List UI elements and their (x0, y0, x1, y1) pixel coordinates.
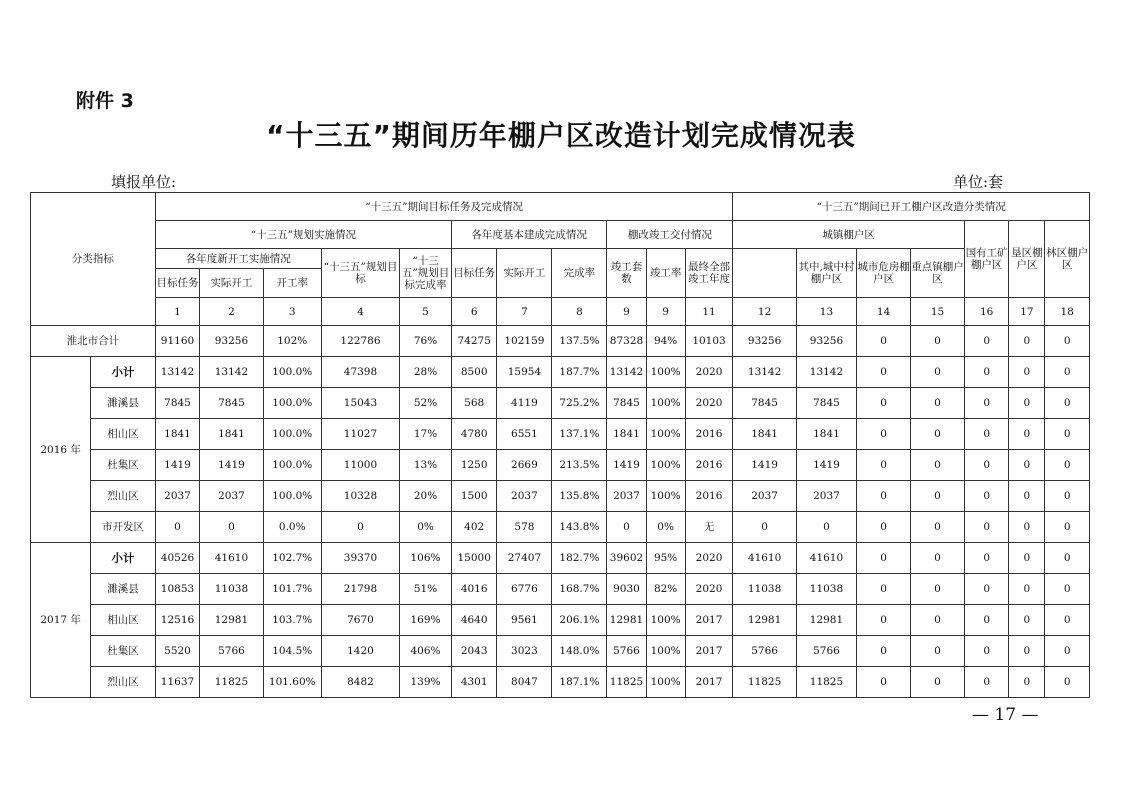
table-row (31, 450, 1090, 481)
table-cell: 8482 (321, 667, 399, 698)
table-cell: 10328 (321, 481, 399, 512)
table-cell: 87328 (607, 326, 646, 357)
attachment-label: 附件 3 (76, 90, 134, 112)
table-cell: 93256 (733, 326, 796, 357)
table-cell: 2016 (685, 450, 733, 481)
table-cell: 213.5% (552, 450, 607, 481)
column-number: 9 (607, 298, 646, 326)
table-cell: 0 (200, 512, 263, 543)
table-row (31, 605, 1090, 636)
column-number: 5 (400, 298, 452, 326)
table-cell: 11038 (733, 574, 796, 605)
table-cell: 2017 (685, 605, 733, 636)
table-cell: 100% (646, 667, 685, 698)
table-cell: 0 (857, 667, 911, 698)
table-cell: 无 (685, 512, 733, 543)
table-cell: 0 (964, 388, 1008, 419)
row-label: 烈山区 (91, 667, 156, 698)
row-label: 濉溪县 (91, 388, 156, 419)
table-cell: 102.7% (263, 543, 321, 574)
table-cell: 0 (964, 574, 1008, 605)
table-row (31, 388, 1090, 419)
table-cell: 0 (321, 512, 399, 543)
table-cell: 0 (857, 388, 911, 419)
header-group-a: “十三五”期间目标任务及完成情况 (155, 193, 733, 221)
table-cell: 13142 (607, 357, 646, 388)
table-cell: 0 (964, 636, 1008, 667)
table-cell: 0 (911, 636, 965, 667)
table-cell: 0 (1045, 419, 1090, 450)
fill-unit-label: 填报单位: (111, 173, 177, 191)
table-cell: 94% (646, 326, 685, 357)
table-cell: 9030 (607, 574, 646, 605)
table-cell: 1841 (155, 419, 199, 450)
table-cell: 74275 (451, 326, 496, 357)
header-start-rate: 开工率 (263, 269, 321, 298)
table-cell: 93256 (200, 326, 263, 357)
table-cell: 0 (964, 481, 1008, 512)
header-reclaim: 垦区棚户区 (1009, 221, 1045, 298)
table-cell: 0 (911, 326, 965, 357)
table-cell: 0 (1045, 512, 1090, 543)
table-cell: 0 (1009, 419, 1045, 450)
column-number: 7 (497, 298, 552, 326)
table-cell: 2669 (497, 450, 552, 481)
table-cell: 2017 (685, 667, 733, 698)
table-cell: 0 (964, 543, 1008, 574)
table-cell: 0 (911, 605, 965, 636)
table-cell: 0 (857, 481, 911, 512)
table-cell: 2037 (200, 481, 263, 512)
header-forest: 林区棚户区 (1045, 221, 1090, 298)
table-cell: 3023 (497, 636, 552, 667)
table-cell: 10103 (685, 326, 733, 357)
column-number: 6 (451, 298, 496, 326)
table-cell: 12516 (155, 605, 199, 636)
table-cell: 0 (1045, 543, 1090, 574)
table-cell: 0% (400, 512, 452, 543)
header-complete-rate: 完成率 (552, 249, 607, 298)
table-row (31, 667, 1090, 698)
table-cell: 5520 (155, 636, 199, 667)
header-plan-rate: “十三五”规划目标完成率 (400, 249, 452, 298)
table-cell: 402 (451, 512, 496, 543)
table-cell: 7845 (733, 388, 796, 419)
table-cell: 13142 (796, 357, 856, 388)
table-cell: 1419 (200, 450, 263, 481)
table-cell: 2016 (685, 481, 733, 512)
table-cell: 27407 (497, 543, 552, 574)
table-cell: 82% (646, 574, 685, 605)
unit-label: 单位:套 (953, 173, 1004, 191)
table-cell: 0 (607, 512, 646, 543)
table-cell: 41610 (200, 543, 263, 574)
table-cell: 11000 (321, 450, 399, 481)
table-cell: 13142 (200, 357, 263, 388)
table-cell: 7845 (796, 388, 856, 419)
table-cell: 1419 (155, 450, 199, 481)
table-cell: 1419 (796, 450, 856, 481)
table-cell: 168.7% (552, 574, 607, 605)
table-cell: 95% (646, 543, 685, 574)
table-cell: 12981 (733, 605, 796, 636)
table-cell: 13142 (733, 357, 796, 388)
header-target-task2: 目标任务 (451, 249, 496, 298)
page-number: — 17 — (972, 705, 1039, 725)
table-cell: 1841 (200, 419, 263, 450)
page-title: “十三五”期间历年棚户区改造计划完成情况表 (266, 119, 856, 152)
table-cell: 0 (911, 357, 965, 388)
table-cell: 7670 (321, 605, 399, 636)
table-cell: 2017 (685, 636, 733, 667)
header-plan-target: “十三五”规划目标 (321, 249, 399, 298)
table-cell: 0% (646, 512, 685, 543)
table-cell: 0 (1045, 574, 1090, 605)
table-cell: 0 (1009, 605, 1045, 636)
table-row (31, 419, 1090, 450)
table-cell: 0.0% (263, 512, 321, 543)
column-number: 12 (733, 298, 796, 326)
table-cell: 17% (400, 419, 452, 450)
table-cell: 4780 (451, 419, 496, 450)
table-row (31, 543, 1090, 574)
table-cell: 91160 (155, 326, 199, 357)
table-cell: 0 (1045, 326, 1090, 357)
table-cell: 21798 (321, 574, 399, 605)
row-label: 淮北市合计 (31, 326, 156, 357)
table-cell: 0 (857, 605, 911, 636)
row-label: 市开发区 (91, 512, 156, 543)
column-number: 3 (263, 298, 321, 326)
table-cell: 187.1% (552, 667, 607, 698)
table-cell: 2037 (796, 481, 856, 512)
table-cell: 11038 (200, 574, 263, 605)
table-cell: 1250 (451, 450, 496, 481)
table-cell: 101.7% (263, 574, 321, 605)
table-cell: 1419 (733, 450, 796, 481)
table-cell: 20% (400, 481, 452, 512)
table-cell: 52% (400, 388, 452, 419)
table-cell: 0 (155, 512, 199, 543)
table-cell: 13% (400, 450, 452, 481)
table-cell: 0 (1009, 543, 1045, 574)
table-cell: 101.60% (263, 667, 321, 698)
header-done-sets: 竣工套数 (607, 249, 646, 298)
table-cell: 76% (400, 326, 452, 357)
table-cell: 0 (1009, 636, 1045, 667)
table-cell: 137.5% (552, 326, 607, 357)
table-cell: 0 (964, 450, 1008, 481)
table-cell: 6551 (497, 419, 552, 450)
row-label: 小计 (91, 357, 156, 388)
table-cell: 11027 (321, 419, 399, 450)
table-cell: 0 (1045, 636, 1090, 667)
header-urban-danger: 城市危房棚户区 (857, 249, 911, 298)
header-annual-build: 各年度基本建成完成情况 (451, 221, 606, 249)
table-cell: 15043 (321, 388, 399, 419)
table-cell: 1841 (607, 419, 646, 450)
table-cell: 2020 (685, 357, 733, 388)
table-cell: 4119 (497, 388, 552, 419)
header-group-b: “十三五”期间已开工棚户区改造分类情况 (733, 193, 1090, 221)
table-cell: 100.0% (263, 419, 321, 450)
table-cell: 0 (1045, 667, 1090, 698)
table-cell: 4640 (451, 605, 496, 636)
row-label: 杜集区 (91, 450, 156, 481)
header-plan-impl: “十三五”规划实施情况 (155, 221, 451, 249)
header-final-year: 最终全部竣工年度 (685, 249, 733, 298)
column-number: 8 (552, 298, 607, 326)
table-cell: 10853 (155, 574, 199, 605)
table-cell: 725.2% (552, 388, 607, 419)
table-cell: 2043 (451, 636, 496, 667)
table-cell: 2020 (685, 574, 733, 605)
table-cell: 39602 (607, 543, 646, 574)
table-cell: 1419 (607, 450, 646, 481)
table-cell: 0 (911, 574, 965, 605)
table-cell: 100% (646, 636, 685, 667)
table-cell: 5766 (200, 636, 263, 667)
table-cell: 0 (964, 605, 1008, 636)
year-label: 2016 年 (31, 357, 91, 543)
table-cell: 0 (964, 419, 1008, 450)
header-col12-blank (733, 249, 796, 298)
table-row (31, 574, 1090, 605)
header-key-town: 重点镇棚户区 (911, 249, 965, 298)
table-cell: 0 (1045, 388, 1090, 419)
header-category: 分类指标 (31, 193, 156, 326)
table-cell: 0 (857, 357, 911, 388)
table-cell: 0 (1045, 357, 1090, 388)
column-number: 4 (321, 298, 399, 326)
table-cell: 100.0% (263, 481, 321, 512)
table-cell: 0 (733, 512, 796, 543)
table-row (31, 357, 1090, 388)
table-cell: 15000 (451, 543, 496, 574)
table-cell: 182.7% (552, 543, 607, 574)
table-cell: 1420 (321, 636, 399, 667)
table-cell: 1841 (733, 419, 796, 450)
completion-table (30, 192, 1090, 698)
table-cell: 148.0% (552, 636, 607, 667)
column-number: 11 (685, 298, 733, 326)
column-number: 15 (911, 298, 965, 326)
header-target-task: 目标任务 (155, 269, 199, 298)
header-state-mine: 国有工矿棚户区 (964, 221, 1008, 298)
table-cell: 206.1% (552, 605, 607, 636)
table-cell: 11038 (796, 574, 856, 605)
table-cell: 7845 (200, 388, 263, 419)
table-cell: 135.8% (552, 481, 607, 512)
table-cell: 0 (1009, 667, 1045, 698)
table-cell: 11825 (200, 667, 263, 698)
table-cell: 7845 (607, 388, 646, 419)
header-urban: 城镇棚户区 (733, 221, 965, 249)
row-label: 小计 (91, 543, 156, 574)
header-annual-new: 各年度新开工实施情况 (155, 249, 321, 269)
table-cell: 15954 (497, 357, 552, 388)
table-cell: 0 (857, 450, 911, 481)
table-cell: 0 (1009, 512, 1045, 543)
column-number: 17 (1009, 298, 1045, 326)
table-cell: 100.0% (263, 357, 321, 388)
header-actual-start: 实际开工 (200, 269, 263, 298)
table-cell: 2020 (685, 388, 733, 419)
table-cell: 0 (911, 512, 965, 543)
table-cell: 0 (1009, 481, 1045, 512)
table-cell: 0 (964, 357, 1008, 388)
table-cell: 0 (964, 512, 1008, 543)
table-cell: 106% (400, 543, 452, 574)
column-number: 18 (1045, 298, 1090, 326)
table-cell: 100.0% (263, 388, 321, 419)
column-number: 16 (964, 298, 1008, 326)
table-cell: 2020 (685, 543, 733, 574)
table-cell: 13142 (155, 357, 199, 388)
table-cell: 143.8% (552, 512, 607, 543)
table-cell: 5766 (607, 636, 646, 667)
table-cell: 93256 (796, 326, 856, 357)
table-row (31, 326, 1090, 357)
table-cell: 40526 (155, 543, 199, 574)
table-cell: 0 (857, 326, 911, 357)
table-cell: 0 (1045, 450, 1090, 481)
table-cell: 122786 (321, 326, 399, 357)
table-cell: 0 (964, 326, 1008, 357)
header-urban-village: 其中,城中村棚户区 (796, 249, 856, 298)
table-cell: 41610 (733, 543, 796, 574)
table-cell: 0 (857, 636, 911, 667)
table-cell: 0 (857, 512, 911, 543)
table-cell: 102% (263, 326, 321, 357)
table-cell: 568 (451, 388, 496, 419)
table-cell: 11825 (796, 667, 856, 698)
table-cell: 0 (1009, 450, 1045, 481)
table-cell: 28% (400, 357, 452, 388)
table-cell: 0 (1009, 326, 1045, 357)
header-actual-start2: 实际开工 (497, 249, 552, 298)
table-cell: 0 (857, 543, 911, 574)
table-cell: 6776 (497, 574, 552, 605)
table-cell: 51% (400, 574, 452, 605)
header-delivery: 棚改竣工交付情况 (607, 221, 733, 249)
table-cell: 100% (646, 450, 685, 481)
table-cell: 1500 (451, 481, 496, 512)
table-row (31, 636, 1090, 667)
table-cell: 12981 (796, 605, 856, 636)
table-cell: 0 (1045, 605, 1090, 636)
table-cell: 11825 (733, 667, 796, 698)
table-cell: 5766 (733, 636, 796, 667)
table-cell: 137.1% (552, 419, 607, 450)
table-cell: 0 (911, 388, 965, 419)
table-cell: 12981 (200, 605, 263, 636)
table-cell: 0 (911, 419, 965, 450)
table-cell: 104.5% (263, 636, 321, 667)
table-cell: 100.0% (263, 450, 321, 481)
table-cell: 9561 (497, 605, 552, 636)
table-cell: 2037 (155, 481, 199, 512)
table-cell: 100% (646, 419, 685, 450)
table-cell: 0 (911, 667, 965, 698)
row-label: 烈山区 (91, 481, 156, 512)
table-cell: 0 (911, 543, 965, 574)
table-cell: 0 (911, 450, 965, 481)
table-cell: 578 (497, 512, 552, 543)
table-cell: 8047 (497, 667, 552, 698)
table-cell: 100% (646, 605, 685, 636)
table-cell: 1841 (796, 419, 856, 450)
header-done-rate: 竣工率 (646, 249, 685, 298)
table-cell: 0 (1009, 388, 1045, 419)
row-label: 相山区 (91, 605, 156, 636)
table-cell: 4016 (451, 574, 496, 605)
table-cell: 2016 (685, 419, 733, 450)
table-cell: 8500 (451, 357, 496, 388)
table-cell: 11825 (607, 667, 646, 698)
table-cell: 0 (796, 512, 856, 543)
row-label: 杜集区 (91, 636, 156, 667)
table-cell: 0 (964, 667, 1008, 698)
table-cell: 12981 (607, 605, 646, 636)
table-cell: 0 (857, 419, 911, 450)
column-number: 14 (857, 298, 911, 326)
table-cell: 41610 (796, 543, 856, 574)
table-row (31, 512, 1090, 543)
table-cell: 0 (857, 574, 911, 605)
table-cell: 47398 (321, 357, 399, 388)
year-label: 2017 年 (31, 543, 91, 698)
column-number: 1 (155, 298, 199, 326)
table-cell: 102159 (497, 326, 552, 357)
row-label: 濉溪县 (91, 574, 156, 605)
table-cell: 0 (1009, 574, 1045, 605)
table-cell: 2037 (497, 481, 552, 512)
table-cell: 187.7% (552, 357, 607, 388)
table-cell: 0 (911, 481, 965, 512)
table-cell: 2037 (607, 481, 646, 512)
table-cell: 4301 (451, 667, 496, 698)
table-cell: 100% (646, 481, 685, 512)
table-cell: 406% (400, 636, 452, 667)
table-cell: 5766 (796, 636, 856, 667)
table-cell: 0 (1045, 481, 1090, 512)
table-cell: 100% (646, 388, 685, 419)
table-cell: 39370 (321, 543, 399, 574)
row-label: 相山区 (91, 419, 156, 450)
table-row (31, 481, 1090, 512)
table-cell: 2037 (733, 481, 796, 512)
table-cell: 0 (1009, 357, 1045, 388)
table-cell: 103.7% (263, 605, 321, 636)
table-cell: 139% (400, 667, 452, 698)
table-cell: 11637 (155, 667, 199, 698)
table-cell: 169% (400, 605, 452, 636)
column-number: 9 (646, 298, 685, 326)
column-number: 2 (200, 298, 263, 326)
table-cell: 100% (646, 357, 685, 388)
column-number: 13 (796, 298, 856, 326)
table-cell: 7845 (155, 388, 199, 419)
